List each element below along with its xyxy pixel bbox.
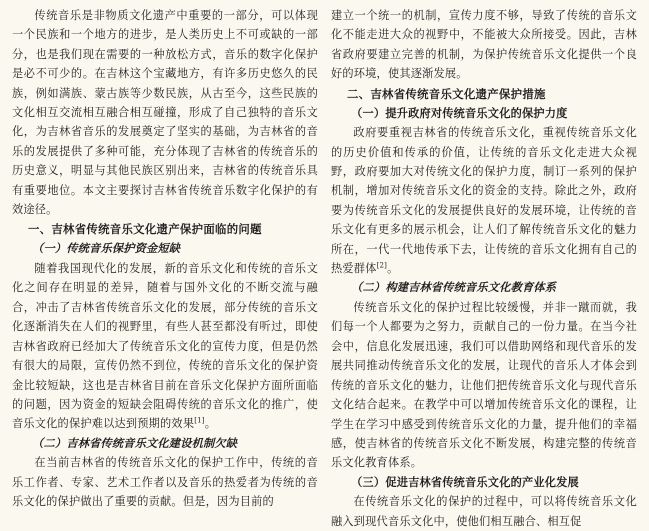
subheading-government-protection: （一）提升政府对传统音乐文化的保护力度 bbox=[351, 105, 568, 120]
mechanism-paragraph-continued: 建立一个统一的机制，宣传力度不够，导致了传统的音乐文化不能走进大众的视野中，不能被大众所接受。因此，吉林省政府要建立完善的机制，为保护传统音乐文化提供一个良好的环境，使其逐渐发展。 bbox=[331, 9, 637, 81]
education-paragraph: 传统音乐文化的保护过程比较缓慢，并非一蹴而就，我们每一个人都要为之努力，贡献自己的一份力量。在当今社会中，信息化发展迅速，我们可以借助网络和现代音乐的发展共同推动传统音乐文化的发展，让现代的音乐人才体会到传统的音乐文化的魅力，让他们把传统音乐文化与现代音乐文化结合起来。在教学中可以增加传统音乐文化的课程，让学生在学习中感受到传统音乐文化的力量，提升他们的幸福感，使吉林省的传统音乐文化不断发展，构建完整的传统音乐文化教育体系。 bbox=[331, 301, 637, 470]
subheading-funding-shortage: （一）传统音乐保护资金短缺 bbox=[32, 241, 181, 256]
government-paragraph-end: 。 bbox=[387, 262, 399, 276]
subheading-education-system: （二）构建吉林省传统音乐文化教育体系 bbox=[351, 280, 557, 295]
government-paragraph-text: 政府要重视吉林省的传统音乐文化，重视传统音乐文化的历史价值和传承的价值，让传统的音乐文化走进大众视野，政府要加大对传统文化的保护力度，制订一系列的保护机制，增加对传统音乐文化的资金的支持。除此之外，政府要为传统音乐文化的发展提供良好的发展环境，让传统的音乐文化有更多的展示机会，让人们了解传统音乐文化的魅力所在，一代一代地传承下去，让传统的音乐文化拥有自己的热爱群体 bbox=[331, 126, 637, 276]
subheading-mechanism-lacking: （二）吉林省传统音乐文化建设机制欠缺 bbox=[32, 435, 238, 450]
subheading-industrialization: （三）促进吉林省传统音乐文化的产业化发展 bbox=[351, 474, 579, 489]
citation-2: [2] bbox=[376, 261, 388, 270]
funding-paragraph-end: 。 bbox=[204, 417, 217, 431]
right-column bbox=[331, 6, 637, 528]
section-heading-problems: 一、吉林省传统音乐文化遗产保护面临的问题 bbox=[27, 222, 262, 237]
mechanism-paragraph: 在当前吉林省的传统音乐文化的保护工作中，传统的音乐工作者、专家、艺术工作者以及音乐的热爱者为传统的音乐文化的保护做出了重要的贡献。但是，因为目前的 bbox=[12, 456, 318, 509]
industrialization-paragraph: 在传统音乐文化的保护的过程中，可以将传统音乐文化融入到现代音乐文化中，使他们相互融合、相互促 bbox=[331, 495, 637, 528]
citation-1: [1] bbox=[194, 416, 205, 425]
funding-paragraph bbox=[12, 259, 318, 434]
intro-paragraph: 传统音乐是非物质文化遗产中重要的一部分，可以体现一个民族和一个地方的进步，是人类历史上不可或缺的一部分，也是我们现在需要的一种放松方式，音乐的数字化保护是必不可少的。在吉林这个宝藏地方，有许多历史悠久的民族，例如满族、蒙古族等少数民族，从古至今，这些民族的文化相互交流相互融合相互碰撞，形成了自己独特的音乐文化，为吉林省音乐的发展奠定了坚实的基础，为吉林省的音乐的发展提供了多种可能，充分体现了吉林省的传统音乐的历史意义，明显与其他民族区别出来，吉林省的传统音乐具有重要地位。本文主要探讨吉林省传统音乐数字化保护的有效途径。 bbox=[12, 9, 318, 217]
government-paragraph bbox=[331, 123, 637, 278]
left-column bbox=[12, 6, 318, 517]
section-heading-measures: 二、吉林省传统音乐文化遗产保护措施 bbox=[346, 86, 546, 101]
funding-paragraph-text: 随着我国现代化的发展，新的音乐文化和传统的音乐文化之间存在明显的差异，随着与国外文化的不断交流与融合，冲击了吉林省传统音乐文化的发展，部分传统的音乐文化逐渐消失在人们的视野里，有些人甚至都没有听过，即使吉林省政府已经加大了传统音乐文化的宣传力度，但是仍然有很大的局限，宣传仍然不到位，传统的音乐文化的保护资金比较短缺，这也是吉林省目前在音乐文化保护方面所面临的问题，因为资金的短缺会阻碍传统的音乐文化的推广，使音乐文化的保护难以达到预期的效果 bbox=[12, 262, 318, 431]
